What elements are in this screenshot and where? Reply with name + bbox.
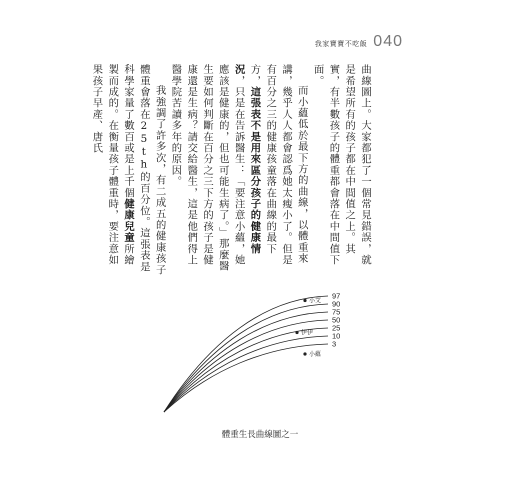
page-number: 040 (373, 33, 403, 50)
percentile-curve-75 (164, 312, 328, 412)
child-marker-dot (303, 352, 306, 355)
paragraph-2-text-a: 而小蘊低於最下方的曲線，以體重來講，幾乎人人都會認爲她太瘦小了。但是有百分之三的健康孩童落在曲線的最下方， (248, 64, 308, 266)
child-label: 伊伊 (301, 329, 314, 337)
percentile-label-25: 25 (332, 323, 341, 333)
paragraph-3 (88, 64, 167, 276)
percentile-label-50: 50 (332, 315, 341, 325)
paragraph-1: 曲線圖上。大家都犯了一個常見錯誤，就是希望所有的孩子都在中間值之上。其實，有半數孩子的體重都會落在中間值下面。 (311, 64, 371, 266)
paragraph-2 (167, 64, 309, 276)
page-header (315, 33, 403, 51)
percentile-label-10: 10 (332, 331, 341, 341)
percentile-curve-90 (164, 304, 328, 412)
percentile-label-75: 75 (332, 307, 341, 317)
percentile-label-90: 90 (332, 299, 341, 309)
paragraph-3-text-a: 我強調了許多次，有二成五的健康孩子體重會落在25th的百分位。這張表是科學家量了數百或是上千個 (122, 64, 166, 275)
percentile-curve-10 (164, 336, 328, 412)
growth-chart-svg (150, 290, 360, 420)
emphasis-healthy-children: 健康兒童 (122, 198, 135, 244)
percentile-label-97: 97 (332, 291, 341, 301)
child-label: 小蘊 (309, 351, 322, 358)
child-marker-dot (295, 331, 298, 334)
child-marker-dot (303, 299, 306, 302)
child-label: 小艾 (309, 297, 322, 305)
figure-caption: 體重生長曲線圖之一 (221, 430, 299, 440)
body-text (90, 64, 372, 276)
book-title: 我家寶寶不吃飯 (314, 40, 368, 48)
growth-chart (150, 290, 360, 420)
percentile-curve-25 (164, 328, 328, 412)
paragraph-2-text-c: ，只是在告訴醫生：「要注意小蘊，她應該是健康的，但也可能生病了。」那麼醫生要如何判斷在百分之三下方的孩子是健康還是生病？請交給醫生，這是他們得上醫學院苦讀多年的原因。 (169, 64, 245, 272)
percentile-label-3: 3 (332, 339, 337, 349)
emphasis-text: 這張表不是用來區分孩子的健康情況 (232, 64, 261, 255)
paragraph-3-text-c: 所繪製而成的。在衡量孩子體重時，要注意如果孩子早產、唐氏 (90, 64, 135, 266)
